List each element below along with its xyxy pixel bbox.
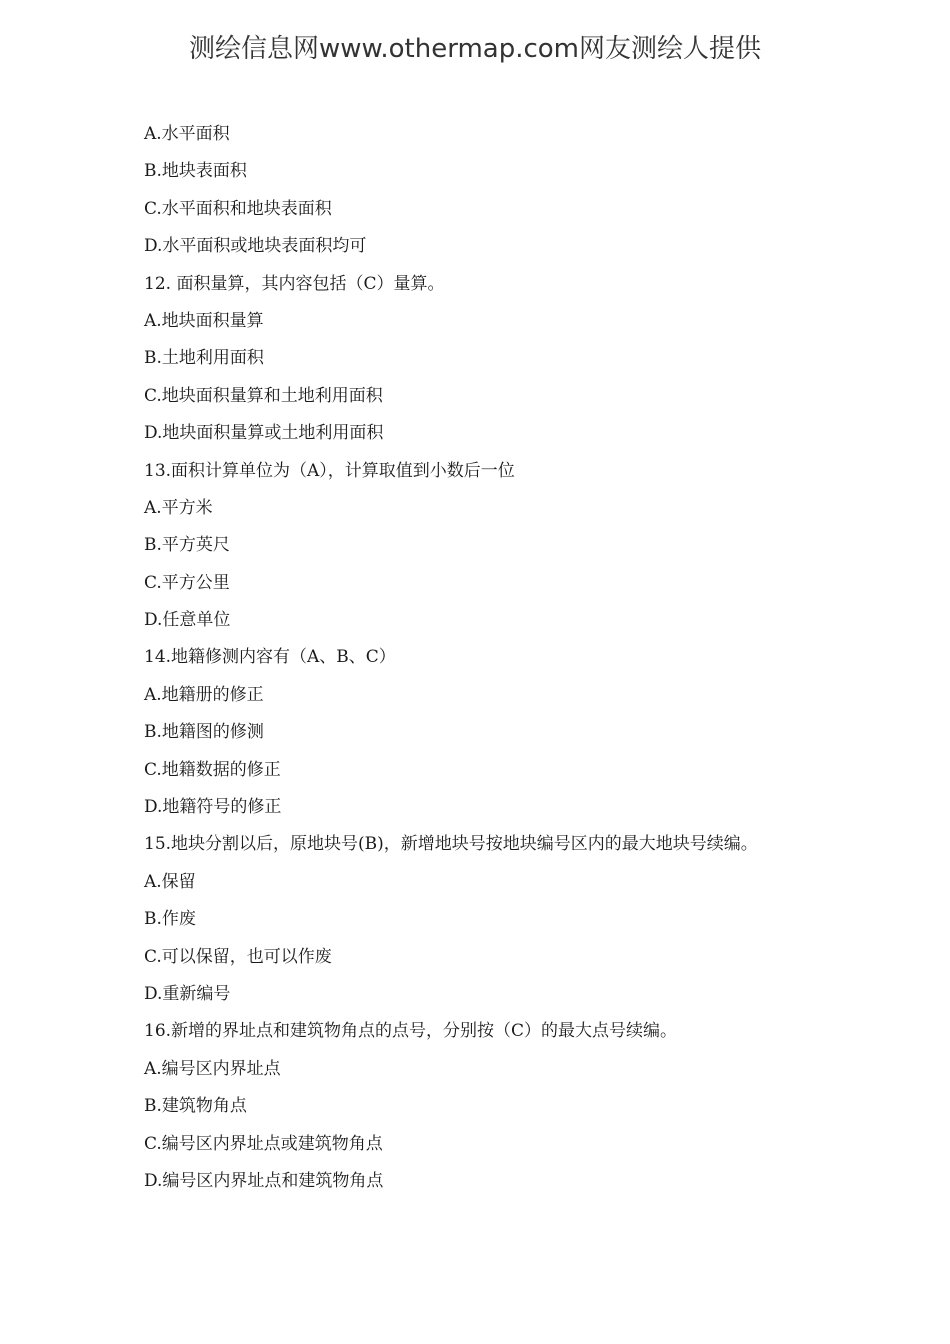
question-14: 14.地籍修测内容有（A、B、C） xyxy=(144,647,396,668)
question-12: 12. 面积量算，其内容包括（C）量算。 xyxy=(144,273,445,294)
page-header: 测绘信息网www.othermap.com网友测绘人提供 xyxy=(188,34,762,64)
option-d-16: D.编号区内界址点和建筑物角点 xyxy=(144,1170,384,1191)
option-c-13: C.平方公里 xyxy=(144,572,230,593)
option-b-12: B.土地利用面积 xyxy=(144,348,264,369)
option-d-13: D.任意单位 xyxy=(144,610,231,631)
option-a-13: A.平方米 xyxy=(144,497,213,518)
option-c-11: C.水平面积和地块表面积 xyxy=(144,198,332,219)
option-d-12: D.地块面积量算或土地利用面积 xyxy=(144,423,384,444)
option-c-14: C.地籍数据的修正 xyxy=(144,759,281,780)
option-a-14: A.地籍册的修正 xyxy=(144,684,264,705)
option-c-15: C.可以保留，也可以作废 xyxy=(144,946,332,967)
option-b-16: B.建筑物角点 xyxy=(144,1096,247,1117)
question-16: 16.新增的界址点和建筑物角点的点号，分别按（C）的最大点号续编。 xyxy=(144,1021,678,1042)
option-a-15: A.保留 xyxy=(144,871,196,892)
option-b-14: B.地籍图的修测 xyxy=(144,722,264,743)
option-b-15: B.作废 xyxy=(144,909,196,930)
option-b-11: B.地块表面积 xyxy=(144,161,247,182)
option-a-12: A.地块面积量算 xyxy=(144,310,264,331)
option-c-16: C.编号区内界址点或建筑物角点 xyxy=(144,1133,383,1154)
option-a-16: A.编号区内界址点 xyxy=(144,1058,281,1079)
question-13: 13.面积计算单位为（A），计算取值到小数后一位 xyxy=(144,460,515,481)
option-d-14: D.地籍符号的修正 xyxy=(144,797,282,818)
option-b-13: B.平方英尺 xyxy=(144,535,230,556)
option-d-11: D.水平面积或地块表面积均可 xyxy=(144,236,367,257)
option-d-15: D.重新编号 xyxy=(144,983,231,1004)
option-c-12: C.地块面积量算和土地利用面积 xyxy=(144,385,383,406)
question-15: 15.地块分割以后，原地块号(B)，新增地块号按地块编号区内的最大地块号续编。 xyxy=(144,834,758,855)
option-a-11: A.水平面积 xyxy=(144,124,230,144)
question-content xyxy=(144,122,904,1206)
